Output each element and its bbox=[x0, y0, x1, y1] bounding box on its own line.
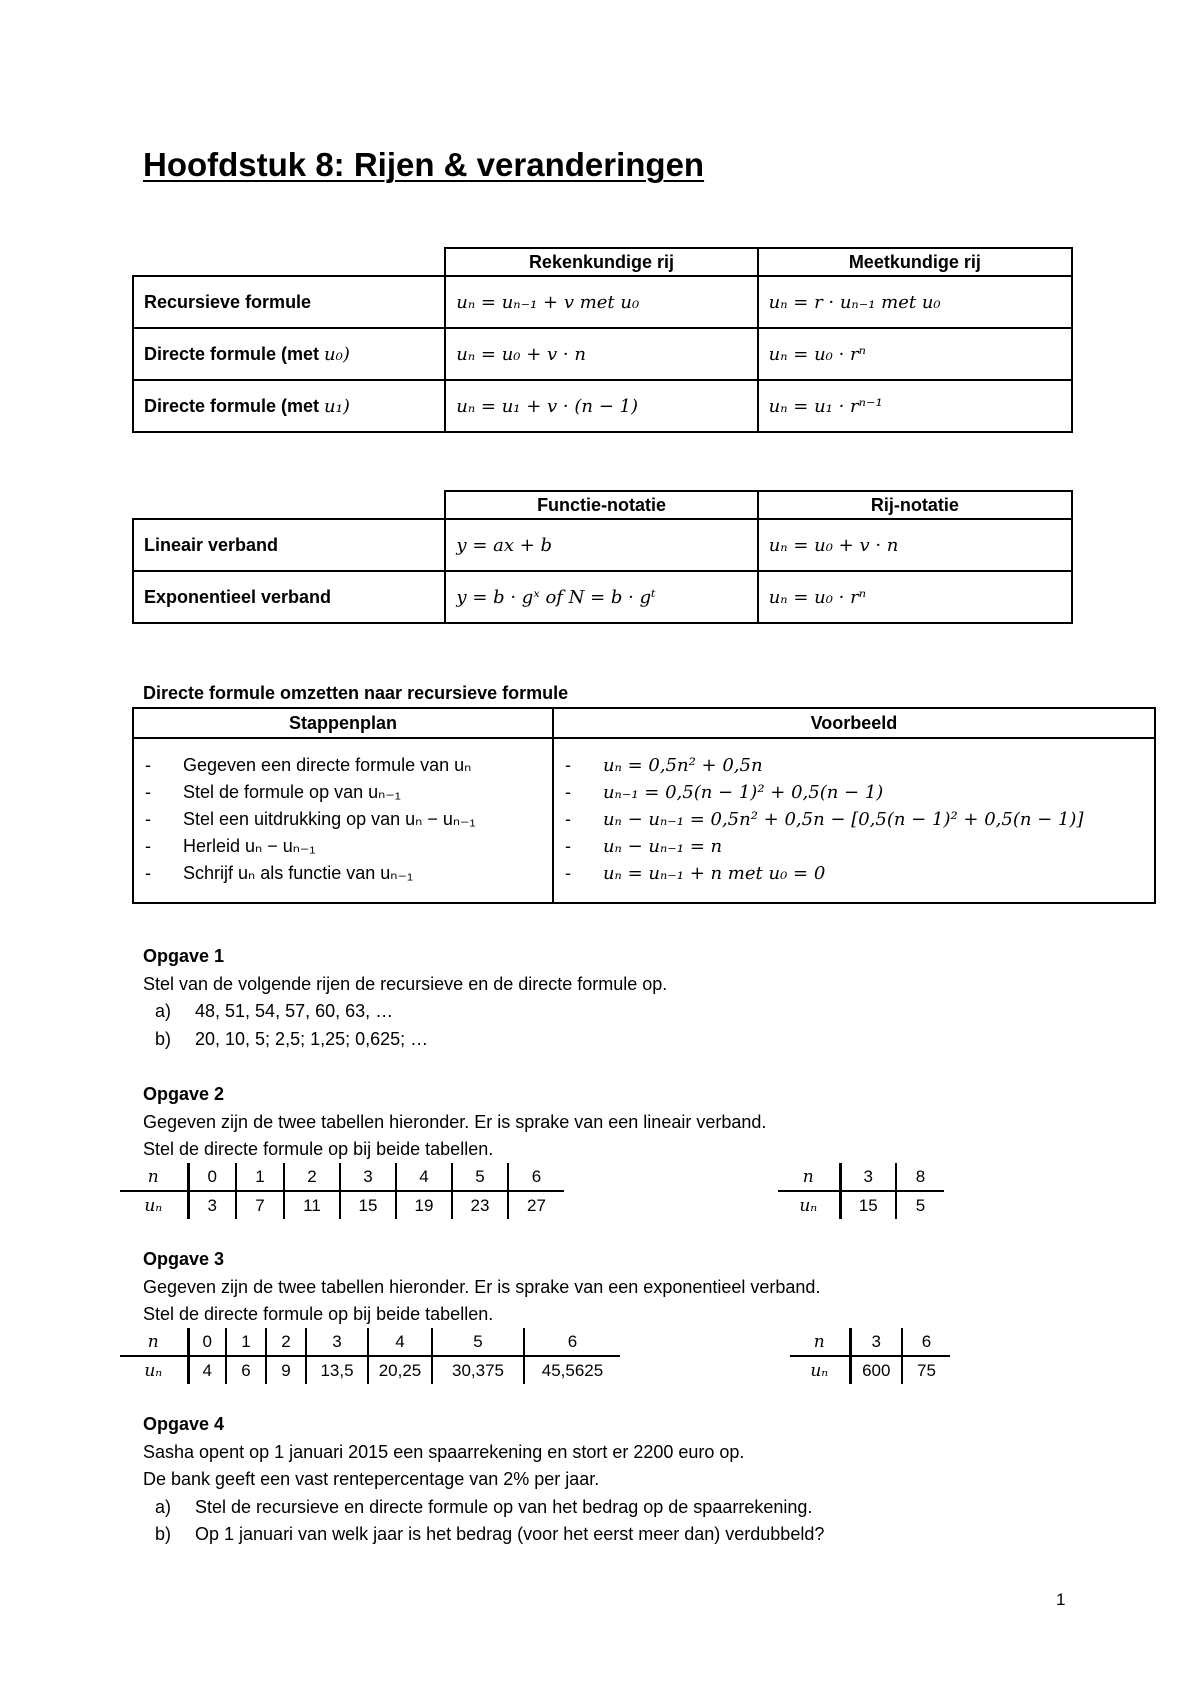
table-cell: 4 bbox=[396, 1163, 452, 1191]
formula-cell: uₙ = uₙ₋₁ + v met u₀ bbox=[445, 276, 757, 328]
table-cell: 0 bbox=[188, 1163, 236, 1191]
opgave-text: Sasha opent op 1 januari 2015 een spaarrekening en stort er 2200 euro op. bbox=[143, 1441, 745, 1462]
header-voorbeeld: Voorbeeld bbox=[553, 708, 1155, 738]
table-cell: 6 bbox=[902, 1328, 950, 1356]
data-table-3a bbox=[120, 1328, 620, 1384]
row-label: Directe formule (met u₀) bbox=[133, 328, 445, 380]
formula-cell: uₙ = u₀ + v · n bbox=[758, 519, 1072, 571]
table-cell: 11 bbox=[284, 1191, 340, 1219]
table-header-un: uₙ bbox=[120, 1356, 188, 1384]
table-cell: 4 bbox=[368, 1328, 432, 1356]
table-cell: 13,5 bbox=[306, 1356, 368, 1384]
table-row bbox=[133, 276, 1072, 328]
data-table-3b bbox=[790, 1328, 950, 1384]
table-cell: 6 bbox=[524, 1328, 620, 1356]
opgave-text: De bank geeft een vast rentepercentage van 2% per jaar. bbox=[143, 1469, 600, 1489]
header-meetkundige-rij: Meetkundige rij bbox=[758, 248, 1072, 276]
list-item: - uₙ = 0,5n² + 0,5n bbox=[564, 755, 763, 776]
row-label: Exponentieel verband bbox=[133, 571, 445, 623]
table-cell: 3 bbox=[188, 1191, 236, 1219]
table-header-un: uₙ bbox=[778, 1191, 840, 1219]
opgave-1 bbox=[143, 943, 667, 1053]
stappenplan-table bbox=[132, 707, 1156, 904]
list-item: - uₙ − uₙ₋₁ = 0,5n² + 0,5n − [0,5(n − 1)² + 0,5(n − 1)] bbox=[564, 809, 1084, 830]
opgave-text: Stel van de volgende rijen de recursieve en de directe formule op. bbox=[143, 973, 668, 994]
table-header-n: n bbox=[790, 1328, 850, 1356]
table-header-un: uₙ bbox=[790, 1356, 850, 1384]
list-item: - Stel de formule op van uₙ₋₁ bbox=[145, 782, 401, 802]
opgave-title: Opgave 3 bbox=[143, 1249, 225, 1269]
header-rekenkundige-rij: Rekenkundige rij bbox=[445, 248, 757, 276]
empty-header-cell bbox=[133, 248, 445, 276]
table-cell: 3 bbox=[850, 1328, 902, 1356]
examples-cell bbox=[553, 738, 1155, 903]
opgave-title: Opgave 1 bbox=[143, 946, 225, 966]
list-item: a) 48, 51, 54, 57, 60, 63, … bbox=[155, 1001, 394, 1021]
list-item: - Stel een uitdrukking op van uₙ − uₙ₋₁ bbox=[145, 809, 476, 829]
formula-cell: uₙ = r · uₙ₋₁ met u₀ bbox=[758, 276, 1072, 328]
table-cell: 4 bbox=[188, 1356, 226, 1384]
table-cell: 5 bbox=[896, 1191, 944, 1219]
list-item: a) Stel de recursieve en directe formule op van het bedrag op de spaarrekening. bbox=[155, 1496, 813, 1517]
steps-list bbox=[135, 740, 551, 901]
formula-cell: uₙ = u₁ + v · (n − 1) bbox=[445, 380, 757, 432]
formula-cell: y = b · gˣ of N = b · gᵗ bbox=[445, 571, 757, 623]
table-row bbox=[133, 328, 1072, 380]
formula-cell: uₙ = u₀ · rⁿ bbox=[758, 571, 1072, 623]
list-item: - Schrijf uₙ als functie van uₙ₋₁ bbox=[145, 863, 414, 883]
opgave-title: Opgave 2 bbox=[143, 1084, 225, 1104]
formula-cell: uₙ = u₀ + v · n bbox=[445, 328, 757, 380]
formula-cell: uₙ = u₁ · rⁿ⁻¹ bbox=[758, 380, 1072, 432]
opgave-title: Opgave 4 bbox=[143, 1414, 225, 1434]
opgave-text: Stel de directe formule op bij beide tabellen. bbox=[143, 1139, 494, 1159]
formula-cell: uₙ = u₀ · rⁿ bbox=[758, 328, 1072, 380]
list-item: - uₙ − uₙ₋₁ = n bbox=[564, 836, 723, 857]
table-cell: 3 bbox=[306, 1328, 368, 1356]
table-cell: 27 bbox=[508, 1191, 564, 1219]
table-cell: 20,25 bbox=[368, 1356, 432, 1384]
table-cell: 600 bbox=[850, 1356, 902, 1384]
table-cell: 6 bbox=[508, 1163, 564, 1191]
opgave-4 bbox=[143, 1411, 824, 1549]
page-number: 1 bbox=[1056, 1590, 1066, 1609]
data-table-2a bbox=[120, 1163, 564, 1219]
table-cell: 15 bbox=[840, 1191, 896, 1219]
examples-list bbox=[555, 740, 1153, 901]
table-header-n: n bbox=[120, 1163, 188, 1191]
table-cell: 1 bbox=[236, 1163, 284, 1191]
table-cell: 6 bbox=[226, 1356, 266, 1384]
list-item: - Gegeven een directe formule van uₙ bbox=[145, 755, 472, 775]
table-cell: 2 bbox=[284, 1163, 340, 1191]
steps-cell bbox=[133, 738, 553, 903]
table-cell: 23 bbox=[452, 1191, 508, 1219]
table-cell: 19 bbox=[396, 1191, 452, 1219]
table-cell: 8 bbox=[896, 1163, 944, 1191]
section-title: Directe formule omzetten naar recursieve formule bbox=[143, 683, 569, 703]
table-cell: 75 bbox=[902, 1356, 950, 1384]
list-item: b) 20, 10, 5; 2,5; 1,25; 0,625; … bbox=[155, 1028, 429, 1049]
table-cell: 5 bbox=[432, 1328, 524, 1356]
table-header-n: n bbox=[778, 1163, 840, 1191]
table-cell: 15 bbox=[340, 1191, 396, 1219]
table-cell: 1 bbox=[226, 1328, 266, 1356]
opgave-3 bbox=[143, 1246, 820, 1329]
formula-cell: y = ax + b bbox=[445, 519, 757, 571]
opgave-text: Gegeven zijn de twee tabellen hieronder. Er is sprake van een exponentieel verband. bbox=[143, 1276, 821, 1297]
table-cell: 2 bbox=[266, 1328, 306, 1356]
table-cell: 3 bbox=[340, 1163, 396, 1191]
page-title: Hoofdstuk 8: Rijen & veranderingen bbox=[143, 146, 705, 183]
formula-table-rijen bbox=[132, 247, 1073, 433]
header-rij-notatie: Rij-notatie bbox=[758, 491, 1072, 519]
table-row bbox=[133, 380, 1072, 432]
table-header-un: uₙ bbox=[120, 1191, 188, 1219]
empty-header-cell bbox=[133, 491, 445, 519]
table-row bbox=[133, 571, 1072, 623]
list-item: b) Op 1 januari van welk jaar is het bedrag (voor het eerst meer dan) verdubbeld? bbox=[155, 1524, 825, 1544]
table-cell: 9 bbox=[266, 1356, 306, 1384]
row-label: Directe formule (met u₁) bbox=[133, 380, 445, 432]
opgave-2 bbox=[143, 1081, 766, 1164]
row-label: Recursieve formule bbox=[133, 276, 445, 328]
data-table-2b bbox=[778, 1163, 944, 1219]
formula-table-verbanden bbox=[132, 490, 1073, 624]
table-cell: 0 bbox=[188, 1328, 226, 1356]
header-functie-notatie: Functie-notatie bbox=[445, 491, 757, 519]
table-header-n: n bbox=[120, 1328, 188, 1356]
header-stappenplan: Stappenplan bbox=[133, 708, 553, 738]
list-item: - uₙ = uₙ₋₁ + n met u₀ = 0 bbox=[564, 863, 826, 884]
opgave-text: Gegeven zijn de twee tabellen hieronder. Er is sprake van een lineair verband. bbox=[143, 1111, 767, 1132]
list-item: - uₙ₋₁ = 0,5(n − 1)² + 0,5(n − 1) bbox=[564, 782, 884, 803]
table-cell: 3 bbox=[840, 1163, 896, 1191]
table-cell: 5 bbox=[452, 1163, 508, 1191]
row-label: Lineair verband bbox=[133, 519, 445, 571]
table-row bbox=[133, 519, 1072, 571]
table-cell: 45,5625 bbox=[524, 1356, 620, 1384]
table-cell: 30,375 bbox=[432, 1356, 524, 1384]
table-cell: 7 bbox=[236, 1191, 284, 1219]
opgave-text: Stel de directe formule op bij beide tabellen. bbox=[143, 1304, 494, 1324]
list-item: - Herleid uₙ − uₙ₋₁ bbox=[145, 836, 316, 856]
